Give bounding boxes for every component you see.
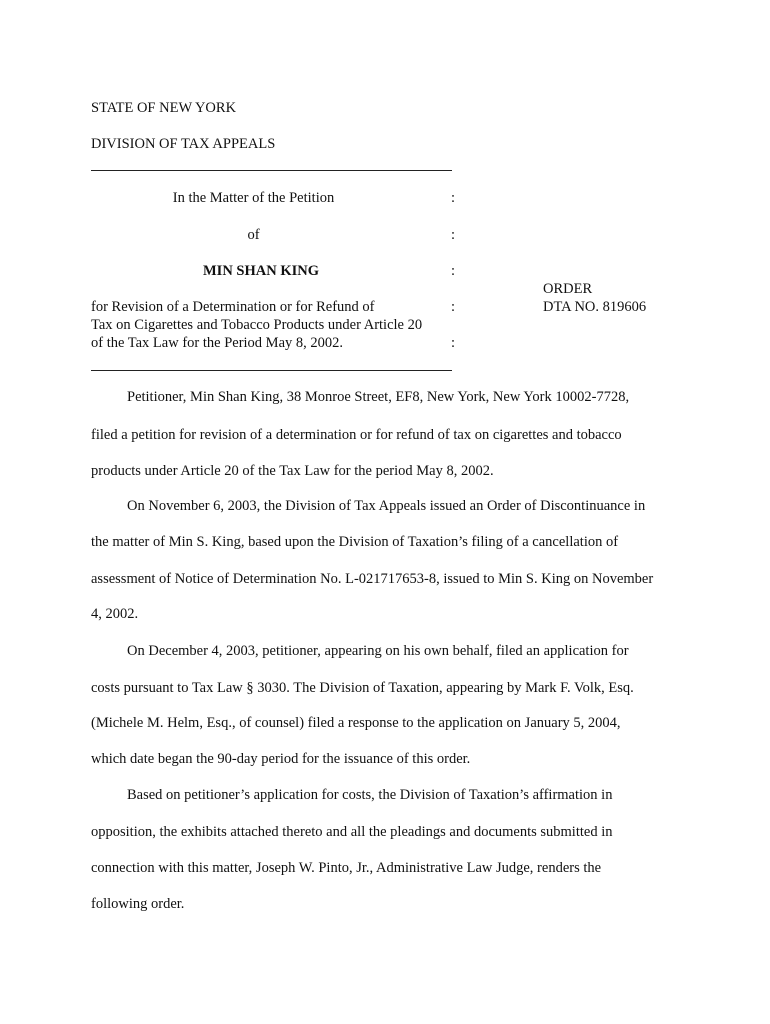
purpose-line: for Revision of a Determination or for Refund of xyxy=(91,299,375,315)
caption-colon: : xyxy=(451,263,456,279)
matter-line: In the Matter of the Petition xyxy=(172,190,335,206)
order-number: DTA NO. 819606 xyxy=(543,299,647,315)
body-line: Based on petitioner’s application for costs, the Division of Taxation’s affirmation in xyxy=(127,787,613,803)
body-line: 4, 2002. xyxy=(91,606,139,622)
caption-colon: : xyxy=(451,299,456,315)
body-line: Petitioner, Min Shan King, 38 Monroe Street, EF8, New York, New York 10002-7728, xyxy=(127,389,630,405)
body-line: filed a petition for revision of a determination or for refund of tax on cigarettes and tobacco xyxy=(91,427,622,443)
purpose-line: of the Tax Law for the Period May 8, 2002. xyxy=(91,335,344,351)
body-line: products under Article 20 of the Tax Law for the period May 8, 2002. xyxy=(91,463,494,479)
caption-top-rule xyxy=(91,170,452,171)
division-heading: DIVISION OF TAX APPEALS xyxy=(91,136,276,152)
body-line: opposition, the exhibits attached thereto and all the pleadings and documents submitted in xyxy=(91,824,613,840)
purpose-line: Tax on Cigarettes and Tobacco Products under Article 20 xyxy=(91,317,423,333)
body-line: (Michele M. Helm, Esq., of counsel) filed a response to the application on January 5, 2004, xyxy=(91,715,621,731)
body-line: which date began the 90-day period for the issuance of this order. xyxy=(91,751,471,767)
of-line: of xyxy=(247,227,260,243)
caption-bottom-rule xyxy=(91,370,452,371)
body-line: connection with this matter, Joseph W. Pinto, Jr., Administrative Law Judge, renders the xyxy=(91,860,602,876)
body-line: On November 6, 2003, the Division of Tax Appeals issued an Order of Discontinuance in xyxy=(127,498,646,514)
body-line: costs pursuant to Tax Law § 3030. The Division of Taxation, appearing by Mark F. Volk, Esq. xyxy=(91,680,634,696)
order-title: ORDER xyxy=(543,281,593,297)
caption-colon: : xyxy=(451,190,456,206)
state-heading: STATE OF NEW YORK xyxy=(91,100,237,116)
body-line: On December 4, 2003, petitioner, appearing on his own behalf, filed an application for xyxy=(127,643,629,659)
caption-colon: : xyxy=(451,335,456,351)
body-line: assessment of Notice of Determination No. L-021717653-8, issued to Min S. King on November xyxy=(91,571,654,587)
body-line: following order. xyxy=(91,896,185,912)
body-line: the matter of Min S. King, based upon the Division of Taxation’s filing of a cancellation of xyxy=(91,534,619,550)
caption-colon: : xyxy=(451,227,456,243)
petitioner-name: MIN SHAN KING xyxy=(202,263,319,279)
